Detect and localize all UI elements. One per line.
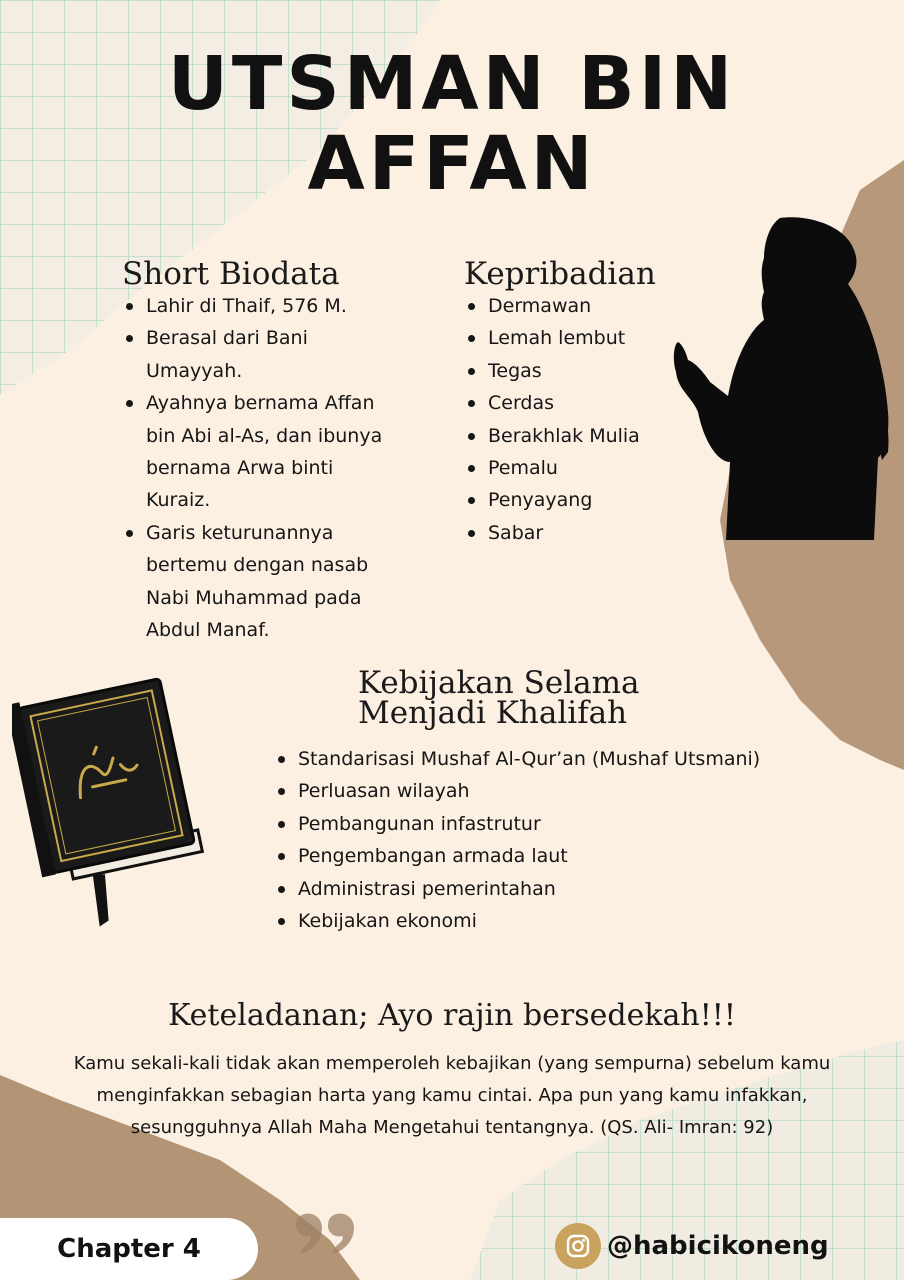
policies-list <box>274 743 834 937</box>
biodata-item: Garis keturunannya bertemu dengan nasab Nabi Muhammad pada Abdul Manaf. <box>122 517 392 647</box>
biodata-item: Ayahnya bernama Affan bin Abi al-As, dan ibunya bernama Arwa binti Kuraiz. <box>122 387 392 517</box>
personality-item: Penyayang <box>464 484 684 516</box>
example-heading: Keteladanan; Ayo rajin bersedekah!!! <box>168 998 736 1033</box>
personality-item: Cerdas <box>464 387 684 419</box>
quran-book-icon <box>12 672 204 934</box>
biodata-item: Berasal dari Bani Umayyah. <box>122 322 392 387</box>
title-line-2: AFFAN <box>307 121 597 207</box>
quran-quote: Kamu sekali-kali tidak akan memperoleh kebajikan (yang sempurna) sebelum kamu menginfakkan sebagian harta yang kamu cintai. Apa pun yang kamu infakkan, sesungguhnya Allah Maha Mengetahui tentangnya. (QS. Ali- Imran: 92) <box>73 1053 831 1138</box>
personality-item: Sabar <box>464 517 684 549</box>
praying-man-silhouette-icon <box>668 212 894 542</box>
personality-item: Tegas <box>464 355 684 387</box>
policy-item: Perluasan wilayah <box>274 775 834 807</box>
policies-heading-line-1: Kebijakan Selama <box>358 665 640 701</box>
chapter-badge: Chapter 4 <box>0 1218 258 1280</box>
policy-item: Administrasi pemerintahan <box>274 873 834 905</box>
personality-heading: Kepribadian <box>464 256 656 292</box>
personality-item: Berakhlak Mulia <box>464 420 684 452</box>
biodata-heading: Short Biodata <box>122 256 340 292</box>
personality-item: Pemalu <box>464 452 684 484</box>
social-link[interactable] <box>555 1222 829 1270</box>
policy-item: Pengembangan armada laut <box>274 840 834 872</box>
policy-item: Pembangunan infastrutur <box>274 808 834 840</box>
page-title <box>0 41 904 207</box>
policies-heading <box>358 665 640 731</box>
title-line-1: UTSMAN BIN <box>167 41 737 127</box>
personality-item: Dermawan <box>464 290 684 322</box>
social-handle[interactable]: @habicikoneng <box>607 1231 829 1261</box>
instagram-icon <box>555 1223 601 1269</box>
quote-mark-icon <box>296 1212 358 1258</box>
personality-item: Lemah lembut <box>464 322 684 354</box>
personality-list <box>464 290 684 549</box>
policy-item: Kebijakan ekonomi <box>274 905 834 937</box>
policy-item: Standarisasi Mushaf Al-Qur’an (Mushaf Utsmani) <box>274 743 834 775</box>
biodata-item: Lahir di Thaif, 576 M. <box>122 290 392 322</box>
policies-heading-line-2: Menjadi Khalifah <box>358 695 628 731</box>
biodata-list <box>122 290 392 646</box>
